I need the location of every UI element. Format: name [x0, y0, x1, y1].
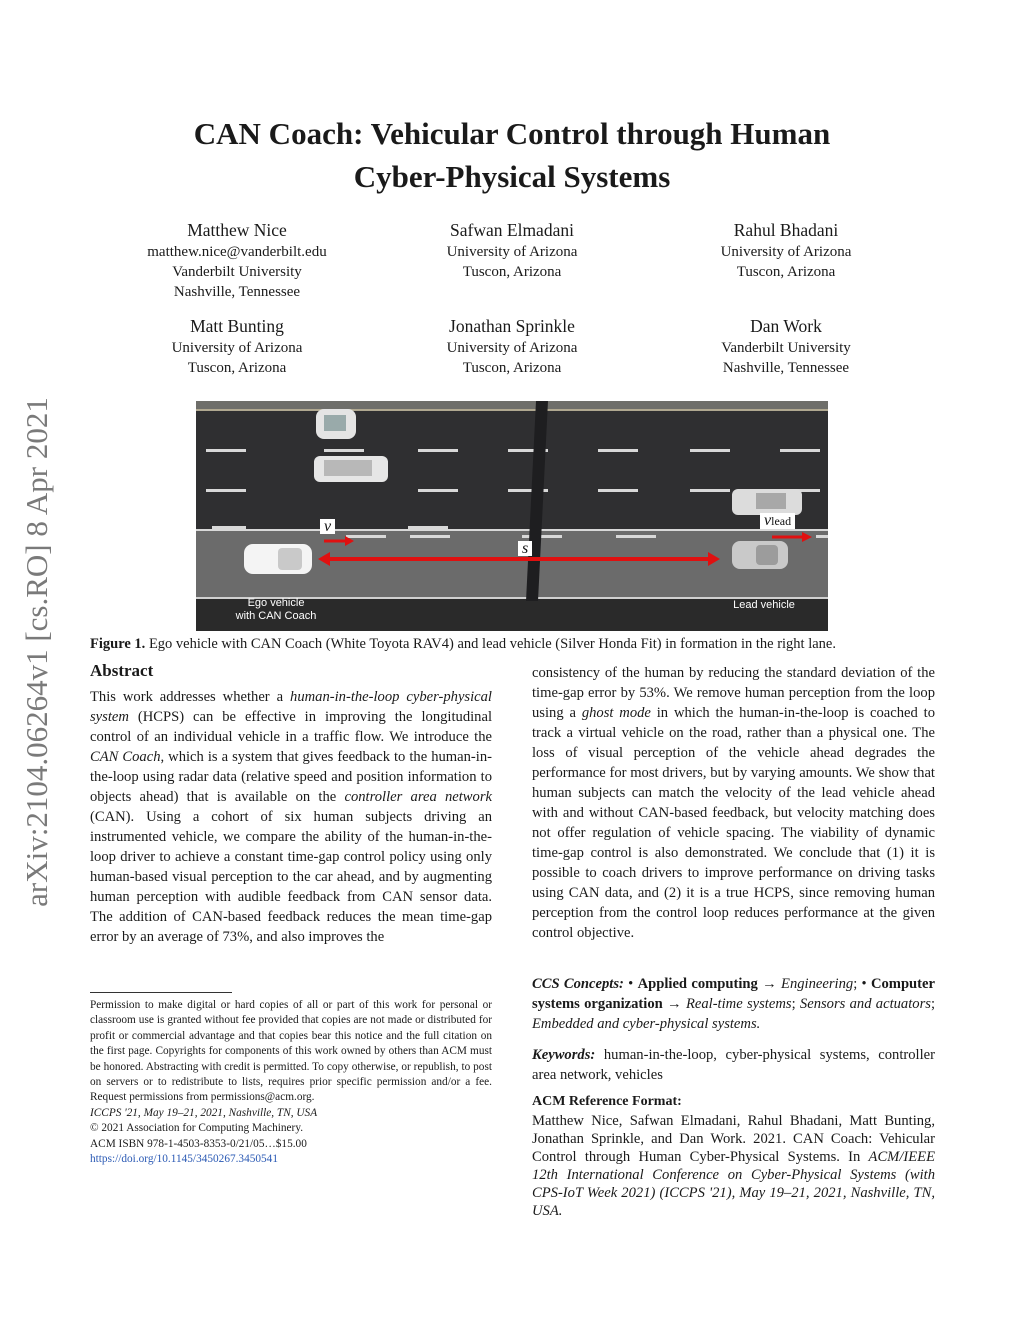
- abstract-section: [90, 661, 492, 947]
- figure-image: [196, 401, 828, 631]
- paper-title: [0, 112, 1024, 198]
- abstract-paragraph-cont: consistency of the human by reducing the standard deviation of the time-gap error by 53%. We remove human perception from the loop using a ghost mode in which the human-in-the-loop is coached to track a virtual vehicle on the road, rather than a physical one. The loss of visual perception of the vehicle ahead degrades the performance for most drivers, but by varying amounts. We show that human subjects can match the velocity of the lead vehicle ahead with and without CAN-based feedback, but velocity matching does not offer regulation of vehicle spacing. The viability of dynamic time-gap control is also demonstrated. We conclude that (1) it is possible to coach drivers to improve performance on driving tasks using CAN data, and (2) it is a true HCPS, since removing human perception from the control loop reduces performance at the given control objective.: [532, 665, 936, 941]
- ccs-sub-2: Real-time systems: [685, 996, 792, 1012]
- ccs-term-1: Applied computing: [637, 976, 758, 992]
- ccs-term-2: Computer systems organization: [532, 976, 935, 1012]
- author-affiliation: University of Arizona: [446, 340, 578, 356]
- conference-line: ICCPS '21, May 19–21, 2021, Nashville, TN, USA: [90, 1106, 318, 1119]
- author-location: Tuscon, Arizona: [462, 360, 562, 376]
- keywords-label: Keywords:: [532, 1047, 596, 1063]
- author-name: Matt Bunting: [190, 316, 284, 336]
- ego-vehicle-label: [228, 597, 324, 623]
- title-line-1: CAN Coach: Vehicular Control through Human: [193, 116, 831, 151]
- lead-velocity-main: v: [764, 512, 772, 529]
- doi-link[interactable]: https://doi.org/10.1145/3450267.3450541: [90, 1153, 278, 1166]
- author-name: Matthew Nice: [187, 220, 287, 240]
- author-block: [641, 314, 931, 378]
- keywords-text: human-in-the-loop, cyber-physical systems, controller area network, vehicles: [532, 1047, 935, 1083]
- author-email[interactable]: matthew.nice@vanderbilt.edu: [147, 244, 327, 260]
- author-location: Tuscon, Arizona: [187, 360, 287, 376]
- lead-vehicle-label: Lead vehicle: [733, 599, 795, 611]
- author-affiliation: University of Arizona: [446, 244, 578, 260]
- author-location: Tuscon, Arizona: [462, 264, 562, 280]
- permission-text: Permission to make digital or hard copies of all or part of this work for personal or classroom use is granted without fee provided that copies are not made or distributed for profit or commercial advantage and that copies bear this notice and the full citation on the first page. Copyrights for components of this work owned by others than ACM must be honored. Abstracting with credit is permitted. To copy otherwise, or republish, to post on servers or to redistribute to lists, requires prior specific permission and/or a fee. Request permissions from permissions@acm.org.: [90, 999, 492, 1104]
- author-location: Nashville, Tennessee: [173, 284, 301, 300]
- title-line-2: Cyber-Physical Systems: [353, 159, 671, 194]
- lead-velocity-sub: lead: [771, 514, 792, 528]
- ccs-sub-1: Engineering: [781, 976, 854, 992]
- author-affiliation: University of Arizona: [171, 340, 303, 356]
- author-block: [92, 314, 382, 378]
- author-name: Dan Work: [750, 316, 822, 336]
- author-affiliation: Vanderbilt University: [172, 264, 302, 280]
- abstract-continued: [532, 663, 935, 943]
- author-affiliation: Vanderbilt University: [721, 340, 851, 356]
- reference-text: Matthew Nice, Safwan Elmadani, Rahul Bhadani, Matt Bunting, Jonathan Sprinkle, and Dan Work. 2021. CAN Coach: Vehicular Control through Human Cyber-Physical Systems. In ACM/IEEE 12th International Conference on Cyber-Physical Systems (with CPS-IoT Week 2021) (ICCPS '21), May 19–21, 2021, Nashville, TN, USA.: [532, 1113, 935, 1219]
- author-name: Rahul Bhadani: [733, 220, 839, 240]
- reference-heading: ACM Reference Format:: [532, 1094, 682, 1109]
- author-block: [92, 218, 382, 302]
- ccs-concepts: CCS Concepts: • Applied computing → Engineering; • Computer systems organization → Real-time systems; Sensors and actuators; Embedded and cyber-physical systems.: [532, 976, 936, 1032]
- author-block: [367, 218, 657, 282]
- figure-caption-text: Ego vehicle with CAN Coach (White Toyota RAV4) and lead vehicle (Silver Honda Fit) in formation in the right lane.: [148, 636, 836, 652]
- ccs-label: CCS Concepts:: [532, 976, 624, 992]
- abstract-heading: Abstract: [90, 661, 154, 680]
- ccs-sub-4: Embedded and cyber-physical systems.: [532, 1016, 761, 1032]
- velocity-label: v: [320, 519, 335, 534]
- author-block: [367, 314, 657, 378]
- copyright-line: © 2021 Association for Computing Machinery.: [90, 1122, 304, 1135]
- ccs-sub-3: Sensors and actuators: [799, 996, 931, 1012]
- spacing-label: s: [518, 541, 532, 556]
- ego-label-line-2: with CAN Coach: [235, 610, 317, 622]
- author-affiliation: University of Arizona: [720, 244, 852, 260]
- author-location: Tuscon, Arizona: [736, 264, 836, 280]
- abstract-paragraph: This work addresses whether a human-in-the-loop cyber-physical system (HCPS) can be effective in improving the longitudinal control of an individual vehicle in a traffic flow. We introduce the CAN Coach, which is a system that gives feedback to the human-in-the-loop using radar data (relative speed and position information to objects ahead) that is available on the controller area network (CAN). Using a cohort of six human subjects driving an instrumented vehicle, we compare the ability of the human-in-the-loop driver to achieve a constant time-gap control policy using only human-based visual perception to the car ahead, and by augmenting human perception with audible feedback from CAN sensor data. The addition of CAN-based feedback reduces the mean time-gap error by an average of 73%, and also improves the: [90, 689, 492, 945]
- arxiv-stamp: arXiv:2104.06264v1 [cs.RO] 8 Apr 2021: [19, 397, 54, 907]
- acm-reference: [532, 1092, 935, 1220]
- ego-label-line-1: Ego vehicle: [247, 597, 305, 609]
- author-name: Jonathan Sprinkle: [449, 316, 575, 336]
- isbn-line: ACM ISBN 978-1-4503-8353-0/21/05…$15.00: [90, 1137, 307, 1150]
- keywords: [532, 1045, 935, 1085]
- author-name: Safwan Elmadani: [450, 220, 574, 240]
- author-block: [641, 218, 931, 282]
- figure-caption: [90, 634, 940, 654]
- lead-velocity-label: [760, 513, 795, 529]
- author-location: Nashville, Tennessee: [722, 360, 850, 376]
- permission-notice: [90, 998, 492, 1167]
- figure-caption-label: Figure 1.: [90, 636, 146, 652]
- footnote-rule: [90, 992, 232, 993]
